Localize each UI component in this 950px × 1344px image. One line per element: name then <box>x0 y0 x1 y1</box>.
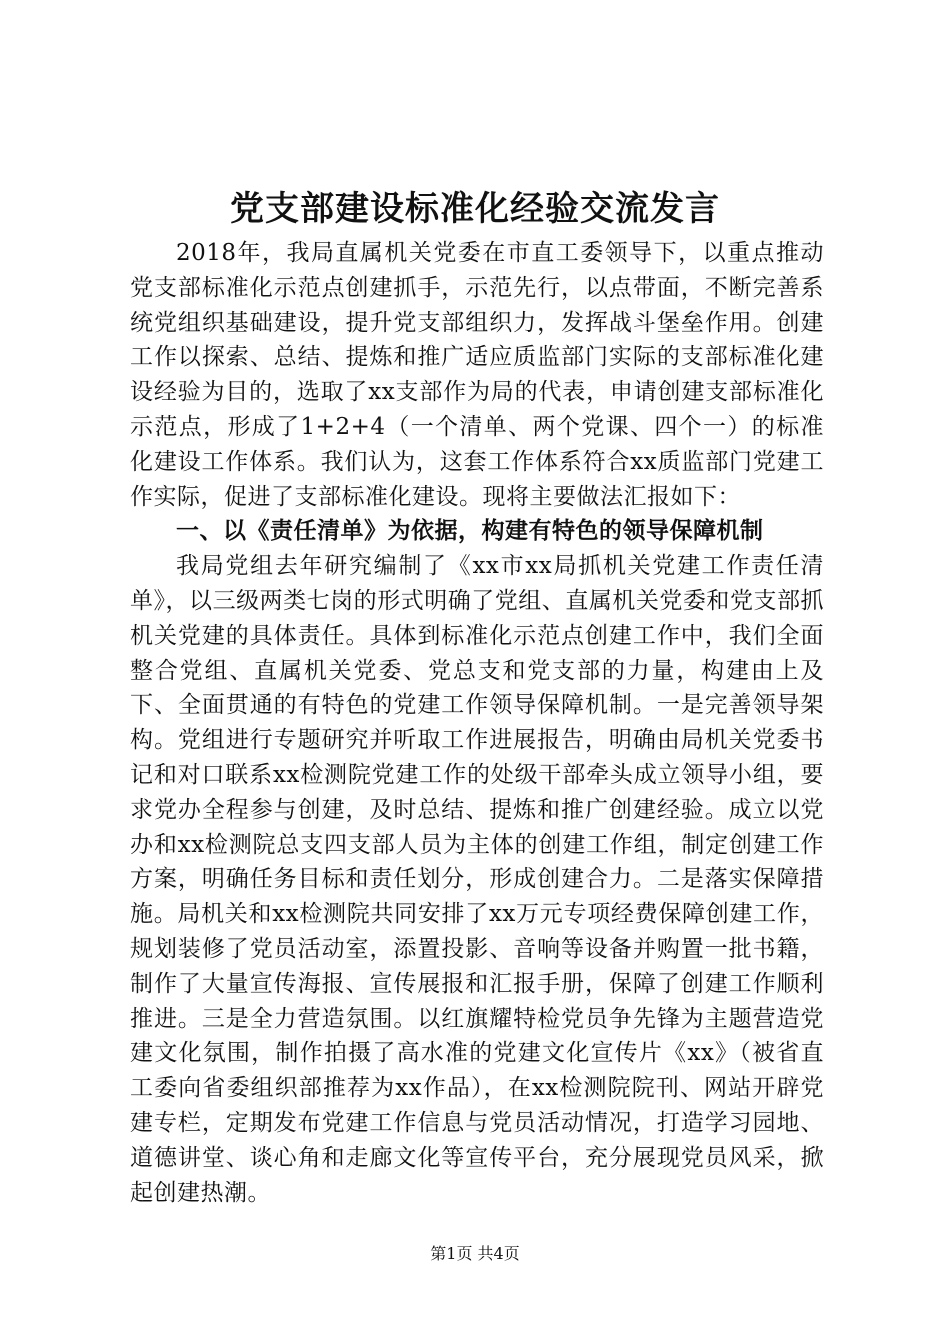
section-paragraph: 我局党组去年研究编制了《xx市xx局抓机关党建工作责任清单》，以三级两类七岗的形式明确了党组、直属机关党委和党支部抓机关党建的具体责任。具体到标准化示范点创建工作中，我们全面整合党组、直属机关党委、党总支和党支部的力量，构建由上及下、全面贯通的有特色的党建工作领导保障机制。一是完善领导架构。党组进行专题研究并听取工作进展报告，明确由局机关党委书记和对口联系xx检测院党建工作的处级干部牵头成立领导小组，要求党办全程参与创建，及时总结、提炼和推广创建经验。成立以党办和xx检测院总支四支部人员为主体的创建工作组，制定创建工作方案，明确任务目标和责任划分，形成创建合力。二是落实保障措施。局机关和xx检测院共同安排了xx万元专项经费保障创建工作，规划装修了党员活动室，添置投影、音响等设备并购置一批书籍，制作了大量宣传海报、宣传展报和汇报手册，保障了创建工作顺利推进。三是全力营造氛围。以红旗耀特检党员争先锋为主题营造党建文化氛围，制作拍摄了高水准的党建文化宣传片《xx》（被省直工委向省委组织部推荐为xx作品），在xx检测院院刊、网站开辟党建专栏，定期发布党建工作信息与党员活动情况，打造学习园地、道德讲堂、谈心角和走廊文化等宣传平台，充分展现党员风采，掀起创建热潮。 <box>130 553 824 1206</box>
section-heading: 一、以《责任清单》为依据，构建有特色的领导保障机制 <box>176 518 764 545</box>
page-footer: 第1页 共4页 <box>430 1244 520 1263</box>
intro-paragraph: 2018年，我局直属机关党委在市直工委领导下，以重点推动党支部标准化示范点创建抓手，示范先行，以点带面，不断完善系统党组织基础建设，提升党支部组织力，发挥战斗堡垒作用。创建工作以探索、总结、提炼和推广适应质监部门实际的支部标准化建设经验为目的，选取了xx支部作为局的代表，申请创建支部标准化示范点，形成了1+2+4（一个清单、两个党课、四个一）的标准化建设工作体系。我们认为，这套工作体系符合xx质监部门党建工作实际，促进了支部标准化建设。现将主要做法汇报如下： <box>130 240 824 510</box>
document-body <box>130 236 824 1210</box>
document-title: 党支部建设标准化经验交流发言 <box>230 189 720 229</box>
